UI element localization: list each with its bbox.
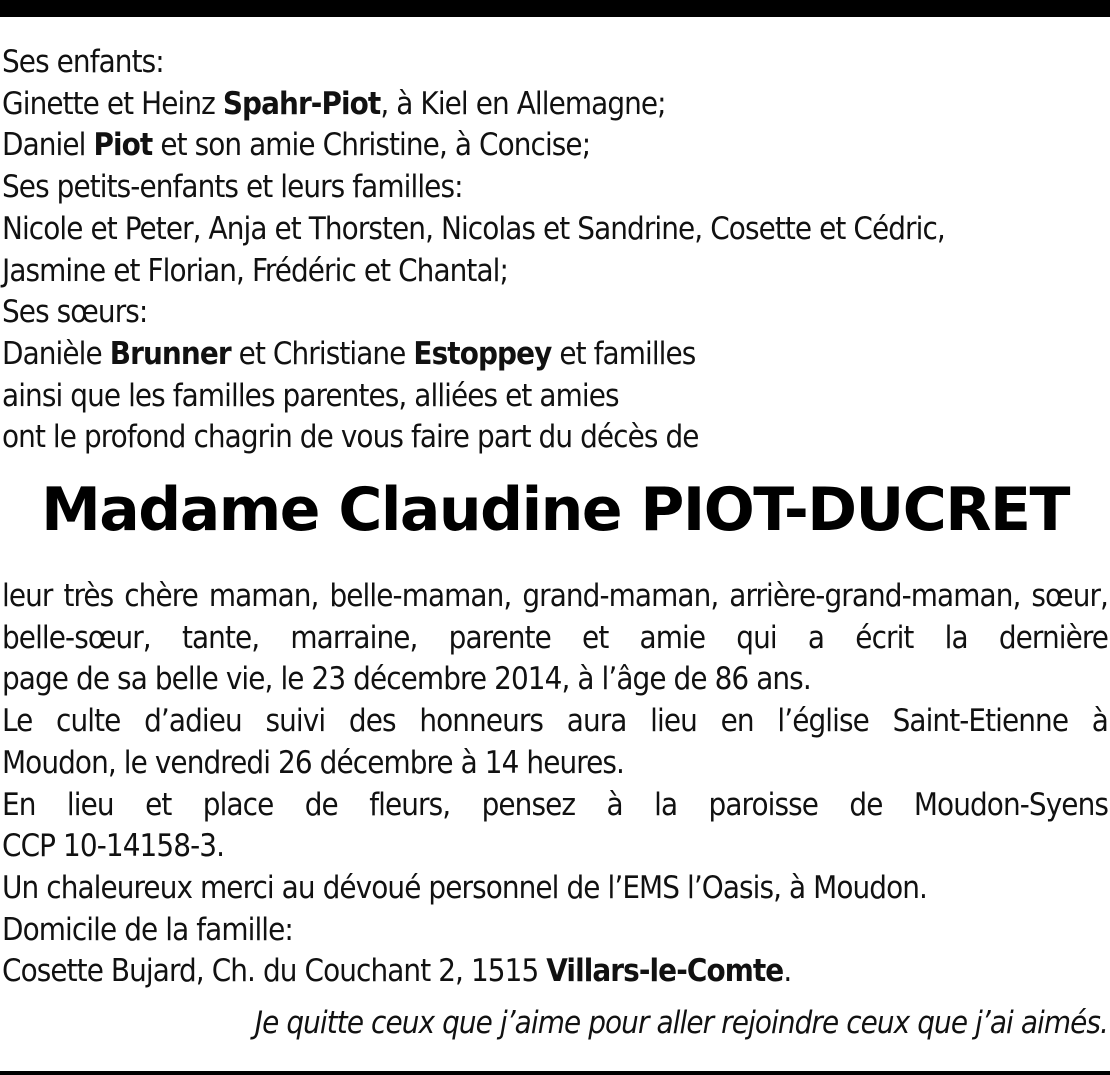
- ceremony-paragraph-end: Moudon, le vendredi 26 décembre à 14 heures.: [2, 744, 624, 781]
- donation-paragraph-end: CCP 10-14158-3.: [2, 828, 225, 865]
- tribute-paragraph: leur très chère maman, belle-maman, grand-maman, arrière-grand-maman, sœur, belle-sœur, tante, marraine, parente et amie qui a écrit la dernière: [2, 578, 1108, 656]
- child-line-2: Daniel Piot et son amie Christine, à Concise;: [2, 127, 591, 164]
- children-heading: Ses enfants:: [2, 44, 164, 80]
- families-line: ainsi que les familles parentes, alliées et amies: [2, 377, 619, 414]
- family-announcement: [2, 42, 1108, 459]
- donation-paragraph: En lieu et place de fleurs, pensez à la paroisse de Moudon-Syens: [2, 786, 1108, 823]
- closing-quote: Je quitte ceux que j’aime pour aller rejoindre ceux que j’ai aimés.: [254, 1005, 1108, 1041]
- top-rule: [0, 0, 1110, 17]
- domicile-heading: Domicile de la famille:: [2, 911, 293, 948]
- notice-body: [2, 576, 1108, 993]
- sisters-line: Danièle Brunner et Christiane Estoppey et familles: [2, 335, 696, 372]
- tribute-paragraph-end: page de sa belle vie, le 23 décembre 2014, à l’âge de 86 ans.: [2, 661, 811, 698]
- grandchildren-heading: Ses petits-enfants et leurs familles:: [2, 169, 463, 206]
- bottom-rule: [0, 1071, 1110, 1075]
- sisters-heading: Ses sœurs:: [2, 294, 148, 331]
- ceremony-paragraph: Le culte d’adieu suivi des honneurs aura lieu en l’église Saint-Etienne à: [2, 703, 1108, 740]
- child-line-1: Ginette et Heinz Spahr-Piot, à Kiel en Allemagne;: [2, 85, 666, 122]
- grandchildren-line-1: Nicole et Peter, Anja et Thorsten, Nicolas et Sandrine, Cosette et Cédric,: [2, 210, 945, 247]
- address-line: Cosette Bujard, Ch. du Couchant 2, 1515 Villars-le-Comte.: [2, 953, 792, 990]
- thanks-line: Un chaleureux merci au dévoué personnel de l’EMS l’Oasis, à Moudon.: [2, 869, 927, 906]
- announce-line: ont le profond chagrin de vous faire part du décès de: [2, 419, 699, 456]
- grandchildren-line-2: Jasmine et Florian, Frédéric et Chantal;: [2, 252, 509, 289]
- deceased-name: Madame Claudine PIOT-DUCRET: [41, 475, 1069, 545]
